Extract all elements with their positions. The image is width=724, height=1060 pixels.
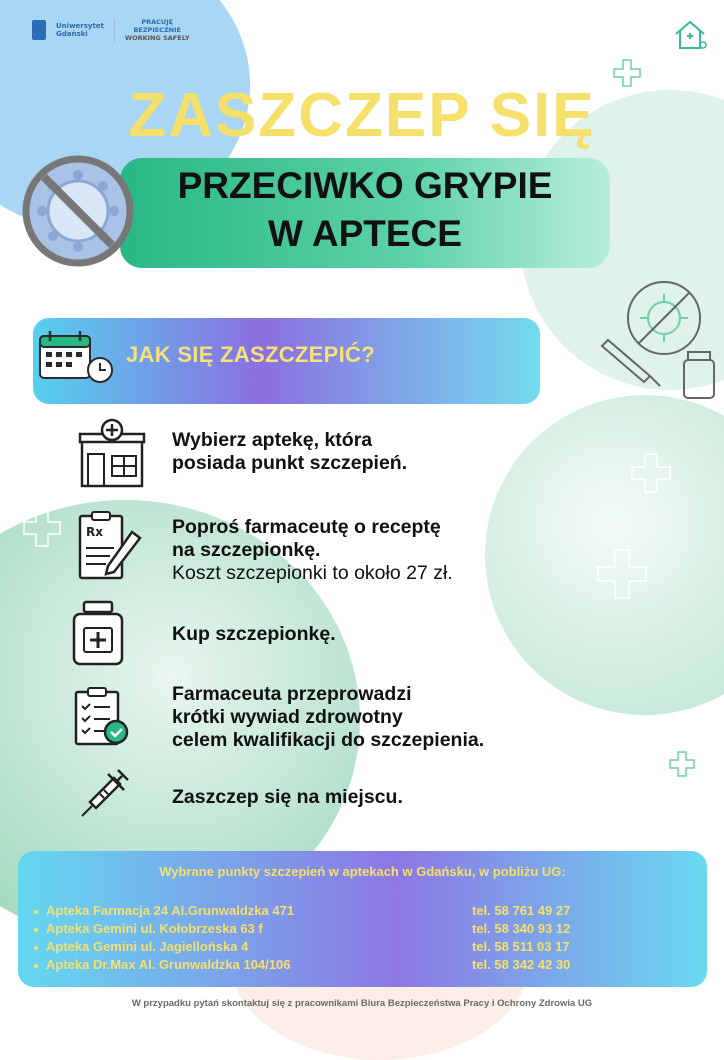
- step-1-line2: posiada punkt szczepień.: [172, 452, 408, 474]
- calendar-icon: [38, 330, 116, 386]
- plus-icon: [630, 452, 672, 494]
- step-4-line1: Farmaceuta przeprowadzi: [172, 683, 412, 705]
- pharmacy-item: [34, 921, 263, 936]
- university-name-line2: Gdański: [56, 30, 88, 38]
- bullet-icon: [34, 946, 38, 950]
- campaign-line2: BEZPIECZNIE: [133, 26, 181, 34]
- step-2: [172, 516, 453, 585]
- pharmacy-name: Apteka Farmacja 24 Al.Grunwaldzka 471: [46, 903, 295, 918]
- step-4: [172, 683, 484, 752]
- subtitle: [120, 162, 610, 258]
- plus-icon: [596, 548, 648, 600]
- section-title: JAK SIĘ ZASZCZEPIĆ?: [126, 342, 375, 367]
- bullet-icon: [34, 928, 38, 932]
- plus-icon: [22, 508, 62, 548]
- university-name-line1: Uniwersytet: [56, 22, 104, 30]
- step-1-line1: Wybierz aptekę, która: [172, 429, 373, 451]
- pharmacy-name: Apteka Gemini ul. Kołobrzeska 63 f: [46, 921, 263, 936]
- pharmacy-item: [34, 903, 294, 918]
- logo-divider: [114, 18, 115, 42]
- step-3: [172, 623, 336, 646]
- subtitle-line1: PRZECIWKO GRYPIE: [177, 165, 553, 206]
- checklist-icon: [74, 686, 130, 746]
- campaign-line1: PRACUJĘ: [141, 18, 174, 26]
- pharmacy-name: Apteka Gemini ul. Jagiellońska 4: [46, 939, 249, 954]
- bullet-icon: [34, 910, 38, 914]
- pharmacy-tel: tel. 58 340 93 12: [472, 921, 571, 936]
- pharmacy-tel: tel. 58 761 49 27: [472, 903, 571, 918]
- vaccine-illustration-icon: [600, 280, 720, 405]
- no-virus-icon: [22, 155, 134, 267]
- bullet-icon: [34, 964, 38, 968]
- pharmacy-item: [34, 957, 290, 972]
- step-4-line2: krótki wywiad zdrowotny: [172, 706, 403, 728]
- step-2-line1: Poproś farmaceutę o receptę: [172, 516, 441, 538]
- step-2-line2: na szczepionkę.: [172, 539, 321, 561]
- pharmacy-icon: [78, 418, 146, 490]
- university-logo: [32, 18, 190, 42]
- step-5-line1: Zaszczep się na miejscu.: [172, 786, 403, 808]
- plus-icon: [2, 432, 66, 496]
- home-health-icon: [670, 14, 710, 54]
- pharmacy-tel: tel. 58 511 03 17: [472, 939, 570, 954]
- pharmacy-list-title: Wybrane punkty szczepień w aptekach w Gdańsku, w pobliżu UG:: [159, 864, 566, 879]
- step-4-line3: celem kwalifikacji do szczepienia.: [172, 729, 485, 751]
- university-crest-icon: [32, 20, 46, 40]
- plus-icon: [668, 750, 696, 778]
- step-3-line1: Kup szczepionkę.: [172, 623, 336, 645]
- campaign-line3: WORKING SAFELY: [124, 34, 190, 42]
- pharmacy-item: [34, 939, 248, 954]
- step-2-note: Koszt szczepionki to około 27 zł.: [172, 562, 453, 584]
- syringe-icon: [78, 764, 134, 820]
- pharmacy-tel: tel. 58 342 42 30: [472, 957, 571, 972]
- step-1: [172, 429, 407, 475]
- main-title: ZASZCZEP SIĘ: [128, 81, 596, 150]
- footer-note: W przypadku pytań skontaktuj się z pracownikami Biura Bezpieczeństwa Pracy i Ochrony Zdrowia UG: [131, 998, 593, 1009]
- subtitle-line2: W APTECE: [268, 213, 462, 254]
- svg-text:Rx: Rx: [86, 525, 103, 539]
- pharmacy-name: Apteka Dr.Max Al. Grunwaldzka 104/106: [46, 957, 291, 972]
- medicine-bottle-icon: [70, 600, 126, 668]
- prescription-icon: [78, 510, 142, 582]
- step-5: [172, 786, 403, 809]
